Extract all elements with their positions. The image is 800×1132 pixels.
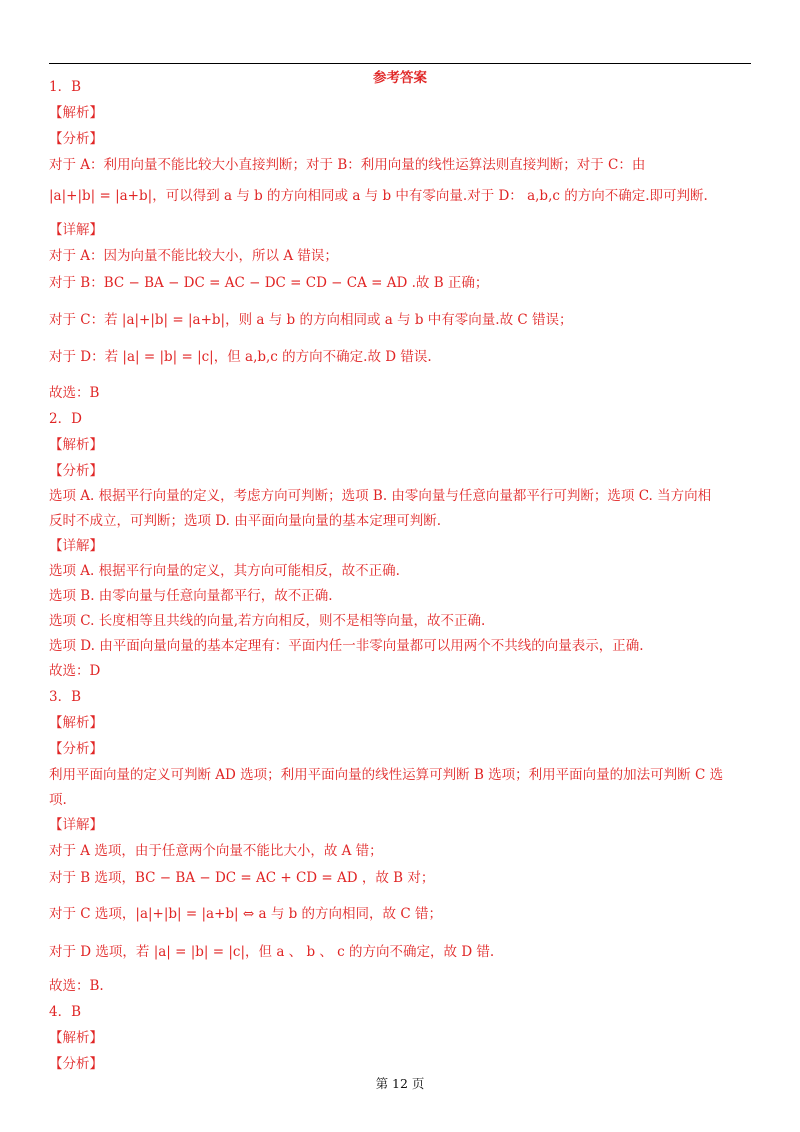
text-line: 【解析】 — [49, 105, 103, 121]
text-line: 故选：D — [49, 663, 101, 679]
page-title: 参考答案 — [373, 70, 427, 86]
text-line: 故选：B. — [49, 978, 104, 994]
text-line: 项. — [49, 792, 67, 808]
text-line: 【解析】 — [49, 437, 103, 453]
text-line: 1．B — [49, 79, 82, 95]
text-line: 【解析】 — [49, 1030, 103, 1046]
text-line: 选项 B. 由零向量与任意向量都平行，故不正确. — [49, 588, 333, 604]
text-line: 对于 B：BC − BA − DC = AC − DC = CD − CA = AD .故 B 正确； — [49, 275, 489, 291]
text-line: 反时不成立，可判断；选项 D. 由平面向量向量的基本定理可判断. — [49, 513, 442, 529]
text-line: 选项 D. 由平面向量向量的基本定理有：平面内任一非零向量都可以用两个不共线的向量表示，正确. — [49, 638, 644, 654]
text-line: 对于 D：若 |a| = |b| = |c|，但 a,b,c 的方向不确定.故 D 错误. — [49, 349, 432, 365]
text-line: 对于 D 选项，若 |a| = |b| = |c|，但 a 、 b 、 c 的方向不确定，故 D 错. — [49, 944, 495, 960]
text-line: 选项 C. 长度相等且共线的向量,若方向相反，则不是相等向量，故不正确. — [49, 613, 486, 629]
text-line: 选项 A. 根据平行向量的定义，考虑方向可判断；选项 B. 由零向量与任意向量都平行可判断；选项 C. 当方向相 — [49, 488, 712, 504]
text-line: 【分析】 — [49, 463, 103, 479]
text-line: 利用平面向量的定义可判断 AD 选项；利用平面向量的线性运算可判断 B 选项；利用平面向量的加法可判断 C 选 — [49, 767, 724, 783]
text-line: 【详解】 — [49, 538, 103, 554]
text-line: 对于 A：利用向量不能比较大小直接判断；对于 B：利用向量的线性运算法则直接判断；对于 C：由 — [49, 157, 646, 173]
text-line: 对于 A 选项，由于任意两个向量不能比大小，故 A 错； — [49, 843, 383, 859]
text-line: 对于 A：因为向量不能比较大小，所以 A 错误； — [49, 248, 338, 264]
text-line: 【解析】 — [49, 715, 103, 731]
text-line: 2．D — [49, 411, 82, 427]
text-line: 3．B — [49, 689, 82, 705]
text-line: 【分析】 — [49, 741, 103, 757]
text-line: 4．B — [49, 1004, 82, 1020]
page-footer: 第 12 页 — [375, 1076, 425, 1091]
text-line: 【分析】 — [49, 131, 103, 147]
text-line: 对于 C 选项，|a|+|b| = |a+b| ⇔ a 与 b 的方向相同，故 C 错； — [49, 906, 442, 922]
text-line: 【分析】 — [49, 1056, 103, 1072]
text-line: 选项 A. 根据平行向量的定义，其方向可能相反，故不正确. — [49, 563, 400, 579]
text-line: 故选：B — [49, 385, 100, 401]
text-line: 【详解】 — [49, 222, 103, 238]
header-rule — [49, 63, 751, 64]
text-line: 对于 B 选项，BC − BA − DC = AC + CD = AD ，故 B 对； — [49, 870, 435, 886]
text-line: 对于 C：若 |a|+|b| = |a+b|，则 a 与 b 的方向相同或 a 与 b 中有零向量.故 C 错误； — [49, 312, 573, 328]
text-line: 【详解】 — [49, 817, 103, 833]
text-line: |a|+|b| = |a+b|，可以得到 a 与 b 的方向相同或 a 与 b 中有零向量.对于 D： a,b,c 的方向不确定.即可判断. — [49, 188, 708, 204]
